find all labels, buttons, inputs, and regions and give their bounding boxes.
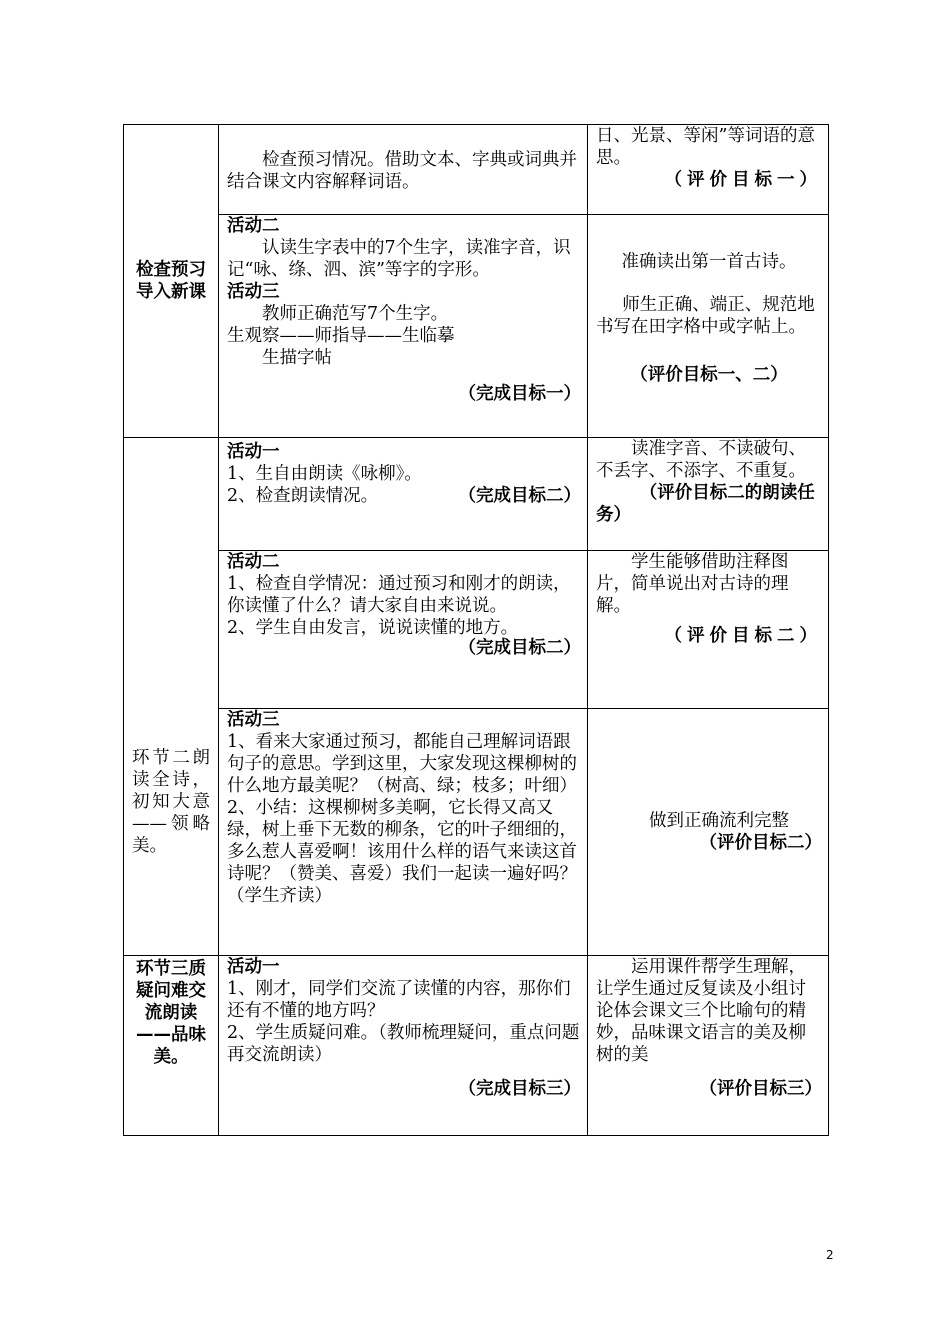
evaluation-text: 读准字音、不读破句、不丢字、不添字、不重复。 <box>596 439 806 481</box>
activity-cell <box>219 709 588 956</box>
evaluation-tag: （评价目标一、二） <box>630 365 788 385</box>
table-row <box>124 709 829 956</box>
stage-label: 环节三质疑问难交流朗读——品味美。 <box>136 959 206 1067</box>
stage-cell-preview <box>124 125 219 438</box>
evaluation-cell <box>588 215 829 438</box>
activity-cell <box>219 438 588 551</box>
evaluation-cell <box>588 956 829 1136</box>
activity-text: 2、检查朗读情况。 <box>227 486 379 506</box>
table-row <box>124 215 829 438</box>
table-row <box>124 551 829 709</box>
evaluation-cell <box>588 438 829 551</box>
table-row <box>124 956 829 1136</box>
table-row <box>124 438 829 551</box>
stage-cell-read <box>124 438 219 956</box>
activity-text: 1、生自由朗读《咏柳》。 <box>227 464 422 484</box>
activity-title: 活动三 <box>227 710 280 730</box>
activity-tag: （完成目标二） <box>458 638 581 658</box>
activity-text: 1、刚才，同学们交流了读懂的内容，那你们还有不懂的地方吗？ <box>227 979 571 1021</box>
stage-cell-question <box>124 956 219 1136</box>
evaluation-text: 运用课件帮学生理解，让学生通过反复读及小组讨论体会课文三个比喻句的精妙，品味课文语言的美及柳树的美 <box>596 957 806 1065</box>
activity-text: 1、看来大家通过预习，都能自己理解词语跟句子的意思。学到这里，大家发现这棵柳树的什么地方最美呢？（树高、绿；枝多；叶细） <box>227 732 577 796</box>
activity-text: 认读生字表中的7个生字，读准字音，识记“咏、绦、泗、滨”等字的字形。 <box>227 238 571 280</box>
activity-cell <box>219 551 588 709</box>
activity-text: 生观察——师指导——生临摹 <box>227 326 455 346</box>
activity-text: 2、学生自由发言，说说读懂的地方。 <box>227 618 519 638</box>
activity-text: 2、小结：这棵柳树多美啊，它长得又高又绿，树上垂下无数的柳条，它的叶子细细的，多么惹人喜爱啊！该用什么样的语气来读这首诗呢？（赞美、喜爱）我们一起读一遍好吗？（学生齐读） <box>227 798 577 906</box>
activity-text: 1、检查自学情况：通过预习和刚才的朗读，你读懂了什么？请大家自由来说说。 <box>227 574 571 616</box>
activity-tag: （完成目标二） <box>458 486 581 506</box>
evaluation-text: 准确读出第一首古诗。 <box>621 252 797 272</box>
stage-label: 环节二朗读全诗，初知大意——领略美。 <box>132 747 210 856</box>
evaluation-cell <box>588 709 829 956</box>
evaluation-tag: （评价目标二） <box>699 833 822 853</box>
activity-text: 教师正确范写7个生字。 <box>262 304 449 324</box>
evaluation-cell <box>588 125 829 215</box>
activity-text: 生描字帖 <box>262 348 332 368</box>
evaluation-cell <box>588 551 829 709</box>
activity-title: 活动一 <box>227 442 280 462</box>
stage-label: 检查预习 导入新课 <box>136 260 206 302</box>
activity-tag: （完成目标一） <box>458 384 581 404</box>
activity-text: 2、学生质疑问难。（教师梳理疑问，重点问题再交流朗读） <box>227 1023 580 1065</box>
activity-cell <box>219 125 588 215</box>
activity-cell <box>219 215 588 438</box>
evaluation-tag: （评价目标三） <box>699 1079 822 1099</box>
evaluation-text: 日、光景、等闲”等词语的意思。 <box>596 126 815 168</box>
evaluation-tag: （评价目标二的朗读任务） <box>596 483 815 525</box>
activity-text: 检查预习情况。借助文本、字典或词典并结合课文内容解释词语。 <box>227 150 577 192</box>
activity-title: 活动二 <box>227 552 280 572</box>
activity-title: 活动一 <box>227 957 280 977</box>
evaluation-tag: （评价目标二） <box>664 626 822 646</box>
evaluation-text: 做到正确流利完整 <box>649 811 789 831</box>
activity-cell <box>219 956 588 1136</box>
lesson-plan-table <box>123 124 829 1136</box>
evaluation-text: 师生正确、端正、规范地书写在田字格中或字帖上。 <box>596 295 815 337</box>
page-number: 2 <box>826 1248 834 1262</box>
evaluation-text: 学生能够借助注释图片，简单说出对古诗的理解。 <box>596 552 789 616</box>
activity-title: 活动三 <box>227 282 280 302</box>
table-row <box>124 125 829 215</box>
activity-title: 活动二 <box>227 216 280 236</box>
evaluation-tag: （评价目标一） <box>664 170 822 190</box>
activity-tag: （完成目标三） <box>458 1079 581 1099</box>
